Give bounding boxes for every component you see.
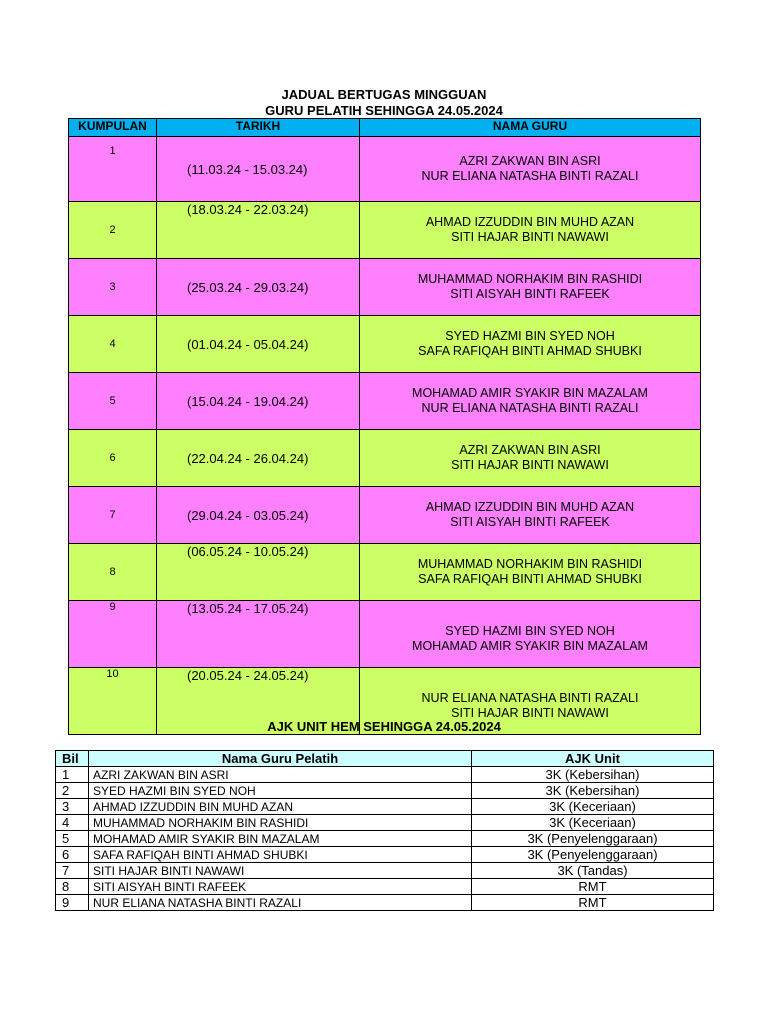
ajk-row <box>56 799 714 815</box>
teacher-names <box>360 544 701 601</box>
unit-name: RMT <box>472 879 714 895</box>
teacher-name: NUR ELIANA NATASHA BINTI RAZALI <box>421 169 639 183</box>
duty-schedule-table <box>68 118 701 735</box>
row-number: 3 <box>56 799 89 815</box>
duty-row <box>69 316 701 373</box>
teacher-name: AZRI ZAKWAN BIN ASRI <box>459 154 601 168</box>
teacher-name: SITI AISYAH BINTI RAFEEK <box>450 287 610 301</box>
duty-row <box>69 487 701 544</box>
unit-name: 3K (Tandas) <box>472 863 714 879</box>
teacher-name: SITI HAJAR BINTI NAWAWI <box>451 706 609 720</box>
duty-row <box>69 137 701 202</box>
date-range: (13.05.24 - 17.05.24) <box>157 601 360 668</box>
unit-name: 3K (Keceriaan) <box>472 815 714 831</box>
teacher-names <box>360 202 701 259</box>
ajk-row <box>56 831 714 847</box>
date-range: (15.04.24 - 19.04.24) <box>157 373 360 430</box>
unit-name: 3K (Kebersihan) <box>472 783 714 799</box>
trainee-name: SITI HAJAR BINTI NAWAWI <box>89 863 472 879</box>
group-number: 1 <box>69 137 157 202</box>
schedule-title: JADUAL BERTUGAS MINGGUAN <box>281 87 487 102</box>
teacher-name: SITI HAJAR BINTI NAWAWI <box>451 230 609 244</box>
unit-name: 3K (Keceriaan) <box>472 799 714 815</box>
date-range: (01.04.24 - 05.04.24) <box>157 316 360 373</box>
row-number: 5 <box>56 831 89 847</box>
duty-row <box>69 202 701 259</box>
duty-row <box>69 430 701 487</box>
unit-name: 3K (Penyelenggaraan) <box>472 847 714 863</box>
date-range: (06.05.24 - 10.05.24) <box>157 544 360 601</box>
ajk-row <box>56 783 714 799</box>
teacher-name: MUHAMMAD NORHAKIM BIN RASHIDI <box>417 557 643 571</box>
teacher-name: AZRI ZAKWAN BIN ASRI <box>459 443 601 457</box>
teacher-names <box>360 259 701 316</box>
teacher-name: SAFA RAFIQAH BINTI AHMAD SHUBKI <box>418 344 642 358</box>
row-number: 4 <box>56 815 89 831</box>
group-number: 2 <box>69 202 157 259</box>
ajk-row <box>56 767 714 783</box>
ajk-header-row <box>56 751 714 767</box>
trainee-name: NUR ELIANA NATASHA BINTI RAZALI <box>89 895 472 911</box>
trainee-name: SAFA RAFIQAH BINTI AHMAD SHUBKI <box>89 847 472 863</box>
row-number: 7 <box>56 863 89 879</box>
trainee-name: AHMAD IZZUDDIN BIN MUHD AZAN <box>89 799 472 815</box>
group-number: 9 <box>69 601 157 668</box>
group-number: 8 <box>69 544 157 601</box>
teacher-names <box>360 373 701 430</box>
teacher-names <box>360 316 701 373</box>
ajk-row <box>56 895 714 911</box>
date-range: (18.03.24 - 22.03.24) <box>157 202 360 259</box>
header-no: Bil <box>56 751 89 767</box>
teacher-name: SYED HAZMI BIN SYED NOH <box>445 329 615 343</box>
teacher-name: MUHAMMAD NORHAKIM BIN RASHIDI <box>417 272 643 286</box>
ajk-row <box>56 815 714 831</box>
teacher-names <box>360 601 701 668</box>
teacher-name: SAFA RAFIQAH BINTI AHMAD SHUBKI <box>418 572 642 586</box>
duty-row <box>69 373 701 430</box>
ajk-row <box>56 879 714 895</box>
date-range: (20.05.24 - 24.05.24) <box>157 668 360 735</box>
teacher-name: MOHAMAD AMIR SYAKIR BIN MAZALAM <box>412 386 648 400</box>
duty-header-row <box>69 119 701 137</box>
row-number: 8 <box>56 879 89 895</box>
row-number: 2 <box>56 783 89 799</box>
date-range: (11.03.24 - 15.03.24) <box>157 137 360 202</box>
teacher-name: SITI HAJAR BINTI NAWAWI <box>451 458 609 472</box>
ajk-row <box>56 847 714 863</box>
schedule-subtitle: GURU PELATIH SEHINGGA 24.05.2024 <box>265 103 503 118</box>
trainee-name: MUHAMMAD NORHAKIM BIN RASHIDI <box>89 815 472 831</box>
row-number: 6 <box>56 847 89 863</box>
teacher-name: AHMAD IZZUDDIN BIN MUHD AZAN <box>425 215 635 229</box>
date-range: (25.03.24 - 29.03.24) <box>157 259 360 316</box>
trainee-name: AZRI ZAKWAN BIN ASRI <box>89 767 472 783</box>
group-number: 6 <box>69 430 157 487</box>
header-teachers: NAMA GURU <box>360 119 701 137</box>
group-number: 10 <box>69 668 157 735</box>
teacher-name: MOHAMAD AMIR SYAKIR BIN MAZALAM <box>412 639 648 653</box>
duty-row <box>69 544 701 601</box>
unit-name: 3K (Kebersihan) <box>472 767 714 783</box>
unit-name: 3K (Penyelenggaraan) <box>472 831 714 847</box>
teacher-name: AHMAD IZZUDDIN BIN MUHD AZAN <box>425 500 635 514</box>
teacher-name: SITI AISYAH BINTI RAFEEK <box>450 515 610 529</box>
ajk-table <box>55 750 714 911</box>
date-range: (29.04.24 - 03.05.24) <box>157 487 360 544</box>
row-number: 1 <box>56 767 89 783</box>
header-group: KUMPULAN <box>69 119 157 137</box>
teacher-name: SYED HAZMI BIN SYED NOH <box>445 624 615 638</box>
teacher-names <box>360 430 701 487</box>
teacher-names <box>360 487 701 544</box>
ajk-title: AJK UNIT HEM SEHINGGA 24.05.2024 <box>267 719 501 734</box>
date-range: (22.04.24 - 26.04.24) <box>157 430 360 487</box>
teacher-names <box>360 137 701 202</box>
teacher-name: NUR ELIANA NATASHA BINTI RAZALI <box>421 401 639 415</box>
header-unit: AJK Unit <box>472 751 714 767</box>
trainee-name: SITI AISYAH BINTI RAFEEK <box>89 879 472 895</box>
group-number: 4 <box>69 316 157 373</box>
trainee-name: MOHAMAD AMIR SYAKIR BIN MAZALAM <box>89 831 472 847</box>
trainee-name: SYED HAZMI BIN SYED NOH <box>89 783 472 799</box>
header-name: Nama Guru Pelatih <box>89 751 472 767</box>
header-date: TARIKH <box>157 119 360 137</box>
group-number: 3 <box>69 259 157 316</box>
duty-row <box>69 259 701 316</box>
unit-name: RMT <box>472 895 714 911</box>
group-number: 7 <box>69 487 157 544</box>
duty-row <box>69 601 701 668</box>
group-number: 5 <box>69 373 157 430</box>
ajk-row <box>56 863 714 879</box>
teacher-name: NUR ELIANA NATASHA BINTI RAZALI <box>421 691 639 705</box>
row-number: 9 <box>56 895 89 911</box>
